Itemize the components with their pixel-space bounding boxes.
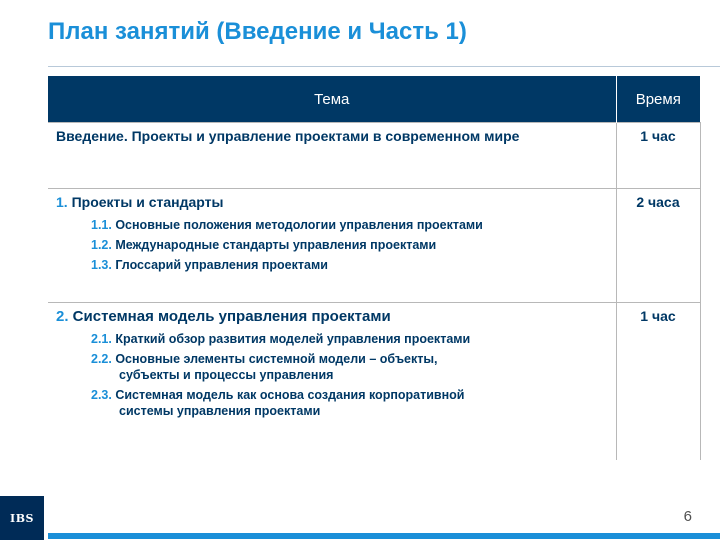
- topic-cell: [48, 123, 616, 189]
- table-row: [48, 123, 700, 189]
- list-item: [56, 351, 608, 383]
- topic-heading: [56, 194, 608, 211]
- subtopic-number: 1.1.: [91, 218, 112, 232]
- subtopic-number: 2.1.: [91, 332, 112, 346]
- column-header-time: Время: [616, 76, 700, 123]
- subtopic-number: 2.3.: [91, 388, 112, 402]
- table-row: [48, 189, 700, 303]
- page-number: 6: [683, 508, 692, 525]
- time-cell: 2 часа: [616, 189, 700, 303]
- table-row: [48, 303, 700, 461]
- topic-cell: [48, 303, 616, 461]
- subtopic-list: [56, 217, 608, 273]
- list-item: [56, 331, 608, 347]
- subtopic-text: Международные стандарты управления проектами: [111, 238, 437, 252]
- title-divider: [48, 66, 720, 67]
- subtopic-text: Краткий обзор развития моделей управления проектами: [111, 332, 471, 346]
- topic-number: 1.: [56, 194, 68, 210]
- subtopic-number: 1.2.: [91, 238, 112, 252]
- column-header-topic: Тема: [48, 76, 616, 123]
- ibs-logo: IBS: [0, 496, 44, 540]
- subtopic-list: [56, 331, 608, 419]
- table-header-row: [48, 76, 700, 123]
- subtopic-text: Системная модель как основа создания корпоративной: [111, 388, 465, 402]
- time-cell: 1 час: [616, 123, 700, 189]
- subtopic-text: Основные положения методологии управления проектами: [111, 218, 483, 232]
- list-item: [56, 387, 608, 419]
- subtopic-text-continued: субъекты и процессы управления: [119, 368, 334, 382]
- subtopic-number: 2.2.: [91, 352, 112, 366]
- topic-text: Проекты и стандарты: [67, 194, 224, 210]
- topic-number: 2.: [56, 308, 69, 325]
- time-cell: 1 час: [616, 303, 700, 461]
- list-item: [56, 257, 608, 273]
- topic-text: Системная модель управления проектами: [68, 308, 391, 325]
- topic-heading: [56, 308, 608, 325]
- list-item: [56, 217, 608, 233]
- footer-accent-bar: [48, 533, 720, 539]
- topic-text: Введение. Проекты и управление проектами в современном мире: [56, 128, 520, 144]
- subtopic-text-continued: системы управления проектами: [119, 404, 321, 418]
- subtopic-text: Глоссарий управления проектами: [111, 258, 328, 272]
- subtopic-number: 1.3.: [91, 258, 112, 272]
- slide-title: План занятий (Введение и Часть 1): [48, 18, 467, 45]
- subtopic-text: Основные элементы системной модели – объекты,: [111, 352, 438, 366]
- lesson-plan-table: [48, 76, 701, 460]
- list-item: [56, 237, 608, 253]
- topic-cell: [48, 189, 616, 303]
